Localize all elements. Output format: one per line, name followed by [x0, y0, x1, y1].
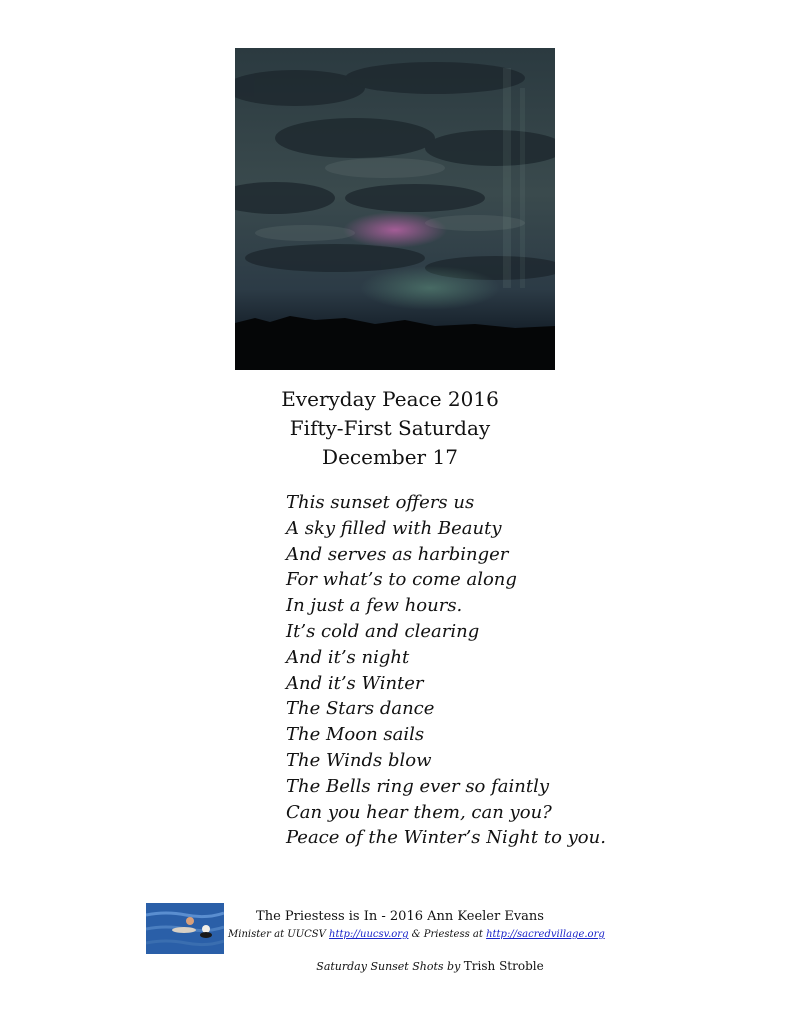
poem-line: And it’s night [286, 646, 410, 668]
poem-line: Peace of the Winter’s Night to you. [286, 827, 606, 849]
footer-title: The Priestess is In - 2016 Ann Keeler Evans [256, 909, 544, 924]
credit-name: Trish Stroble [463, 959, 544, 973]
poem-line: In just a few hours. [286, 595, 463, 617]
swimmers-thumbnail [146, 903, 224, 954]
poem-line: Can you hear them, can you? [286, 801, 552, 823]
poem-line: It’s cold and clearing [286, 620, 480, 642]
poem [286, 490, 746, 851]
poem-line: This sunset offers us [286, 492, 475, 513]
footer-links-line [228, 929, 628, 940]
poem-line: The Stars dance [286, 698, 435, 720]
credit-label: Saturday Sunset Shots by [316, 960, 461, 973]
page-subtitle: Fifty-First Saturday [289, 416, 491, 440]
title-block [190, 385, 590, 472]
uucsv-link[interactable]: http://uucsv.org [329, 929, 409, 940]
poem-line: And serves as harbinger [286, 543, 509, 565]
poem-line: The Winds blow [286, 749, 432, 771]
page-title: Everyday Peace 2016 [281, 387, 499, 411]
photo-credit [230, 959, 630, 973]
poem-line: And it’s Winter [286, 672, 424, 694]
sunset-photo [235, 48, 555, 370]
page-date: December 17 [322, 445, 458, 469]
poem-line: The Moon sails [286, 724, 425, 746]
priestess-label: & Priestess at [411, 929, 483, 940]
sacredvillage-link[interactable]: http://sacredvillage.org [486, 929, 605, 940]
poem-line: A sky filled with Beauty [286, 517, 502, 539]
poem-line: For what’s to come along [286, 569, 517, 591]
minister-label: Minister at UUCSV [228, 929, 326, 940]
poem-line: The Bells ring ever so faintly [286, 775, 550, 797]
